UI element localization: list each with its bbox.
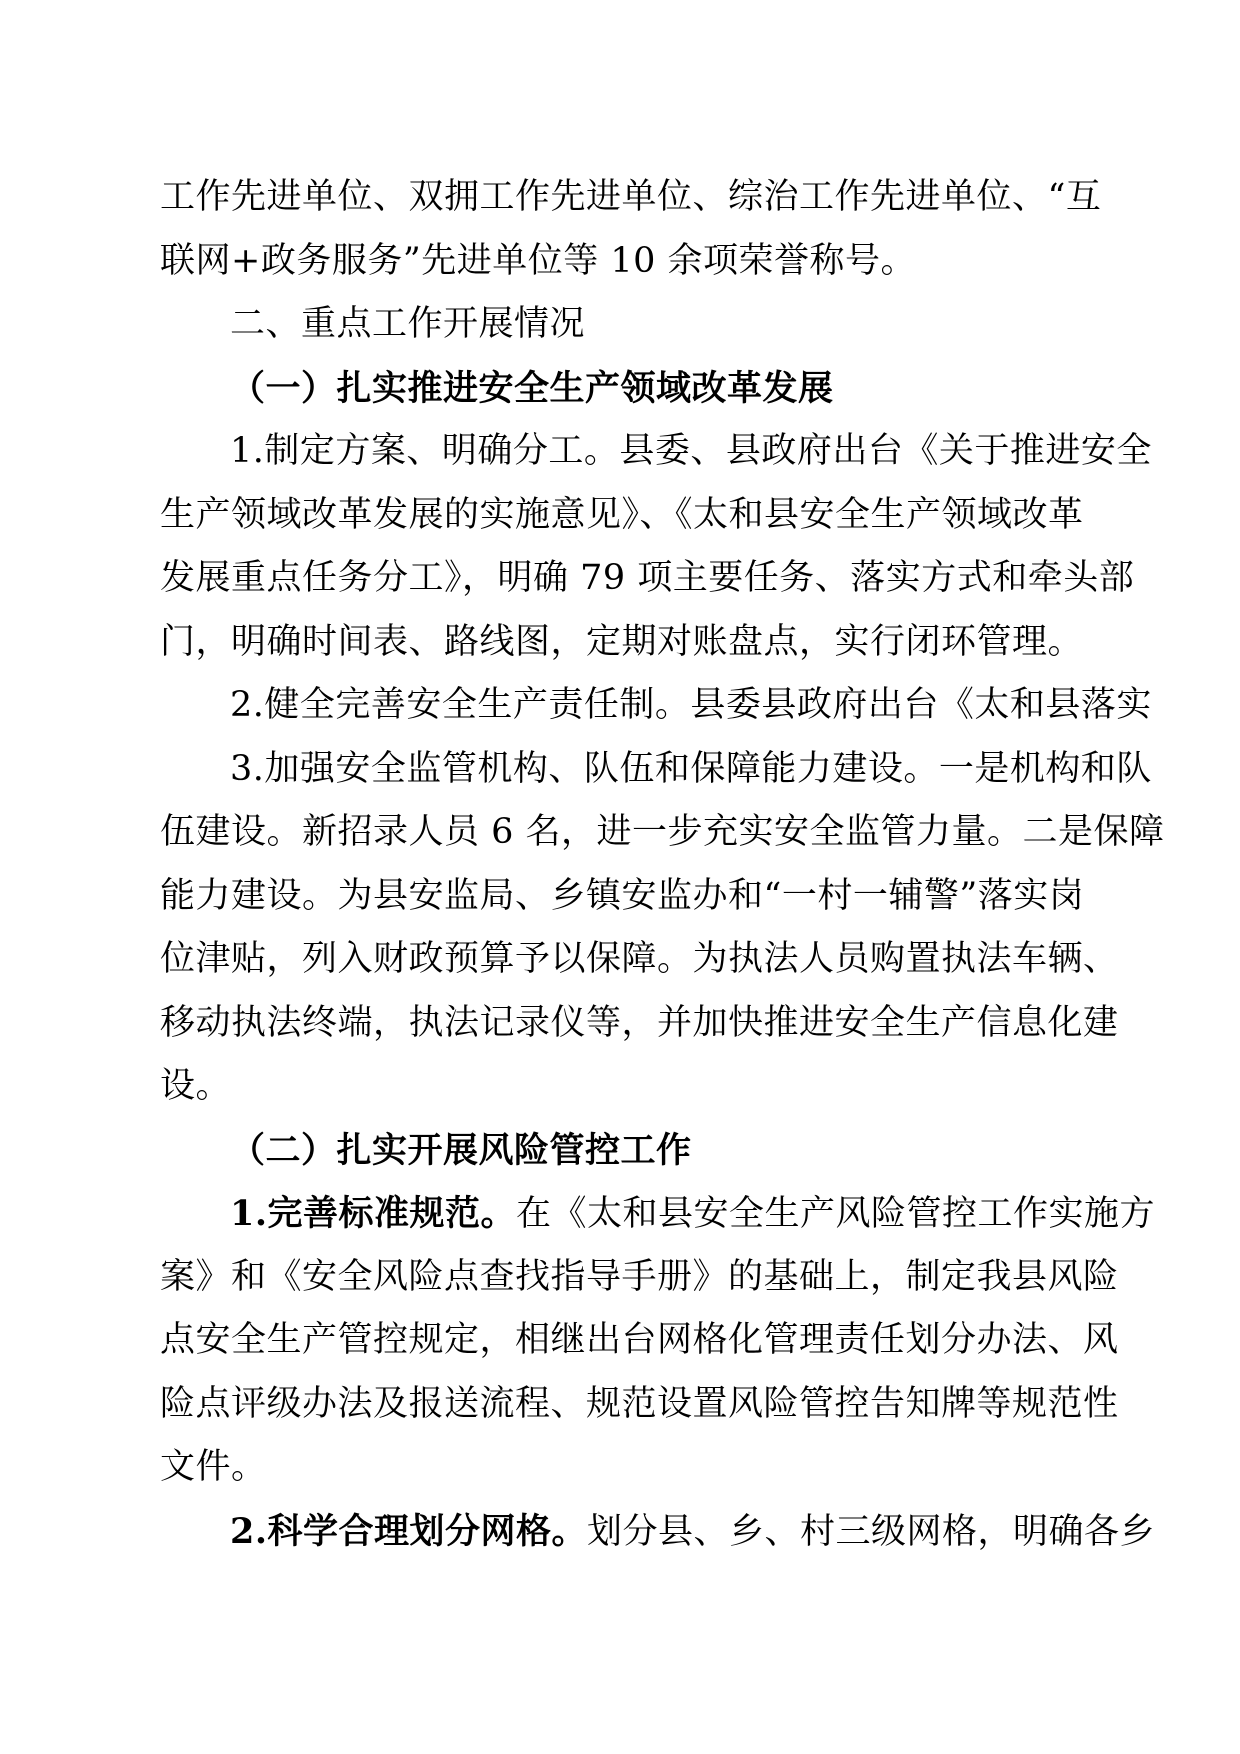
paragraph-line: 位津贴，列入财政预算予以保障。为执法人员购置执法车辆、 <box>160 939 1119 979</box>
item-text: 在《太和县安全生产风险管控工作实施方 <box>516 1194 1156 1234</box>
paragraph-line: 移动执法终端，执法记录仪等，并加快推进安全生产信息化建 <box>160 1002 1119 1043</box>
subsection-heading: （一）扎实推进安全生产领域改革发展 <box>230 367 834 409</box>
paragraph-line <box>160 1182 1156 1246</box>
paragraph-line: 1.制定方案、明确分工。县委、县政府出台《关于推进安全 <box>230 431 1152 471</box>
paragraph-line: 2.健全完善安全生产责任制。县委县政府出台《太和县落实 <box>230 685 1152 725</box>
paragraph-line: 文件。 <box>160 1447 267 1487</box>
paragraph-line: 伍建设。新招录人员 6 名，进一步充实安全监管力量。二是保障 <box>160 812 1165 852</box>
paragraph-line: 点安全生产管控规定，相继出台网格化管理责任划分办法、风 <box>160 1320 1119 1360</box>
subsection-heading: （二）扎实开展风险管控工作 <box>230 1129 692 1171</box>
paragraph-line: 案》和《安全风险点查找指导手册》的基础上，制定我县风险 <box>160 1256 1119 1297</box>
paragraph-line: 能力建设。为县安监局、乡镇安监办和“一村一辅警”落实岗 <box>160 875 1085 916</box>
paragraph-line: 门，明确时间表、路线图，定期对账盘点，实行闭环管理。 <box>160 621 1084 662</box>
paragraph-line: 设。 <box>160 1066 232 1106</box>
item-text: 划分县、乡、村三级网格，明确各乡 <box>587 1511 1156 1552</box>
document-body <box>160 166 1165 1563</box>
paragraph-line: 工作先进单位、双拥工作先进单位、综治工作先进单位、“互 <box>160 177 1102 217</box>
paragraph-line: 联网+政务服务”先进单位等 10 余项荣誉称号。 <box>160 240 917 281</box>
item-title: 1.完善标准规范。 <box>230 1193 517 1234</box>
section-heading: 二、重点工作开展情况 <box>230 304 586 344</box>
paragraph-line: 3.加强安全监管机构、队伍和保障能力建设。一是机构和队 <box>230 748 1152 789</box>
paragraph-line <box>160 1500 1156 1564</box>
paragraph-line: 生产领域改革发展的实施意见》、《太和县安全生产领域改革 <box>160 494 1084 535</box>
paragraph-line: 险点评级办法及报送流程、规范设置风险管控告知牌等规范性 <box>160 1383 1119 1424</box>
item-title: 2.科学合理划分网格。 <box>230 1510 588 1552</box>
paragraph-line: 发展重点任务分工》，明确 79 项主要任务、落实方式和牵头部 <box>160 558 1135 598</box>
